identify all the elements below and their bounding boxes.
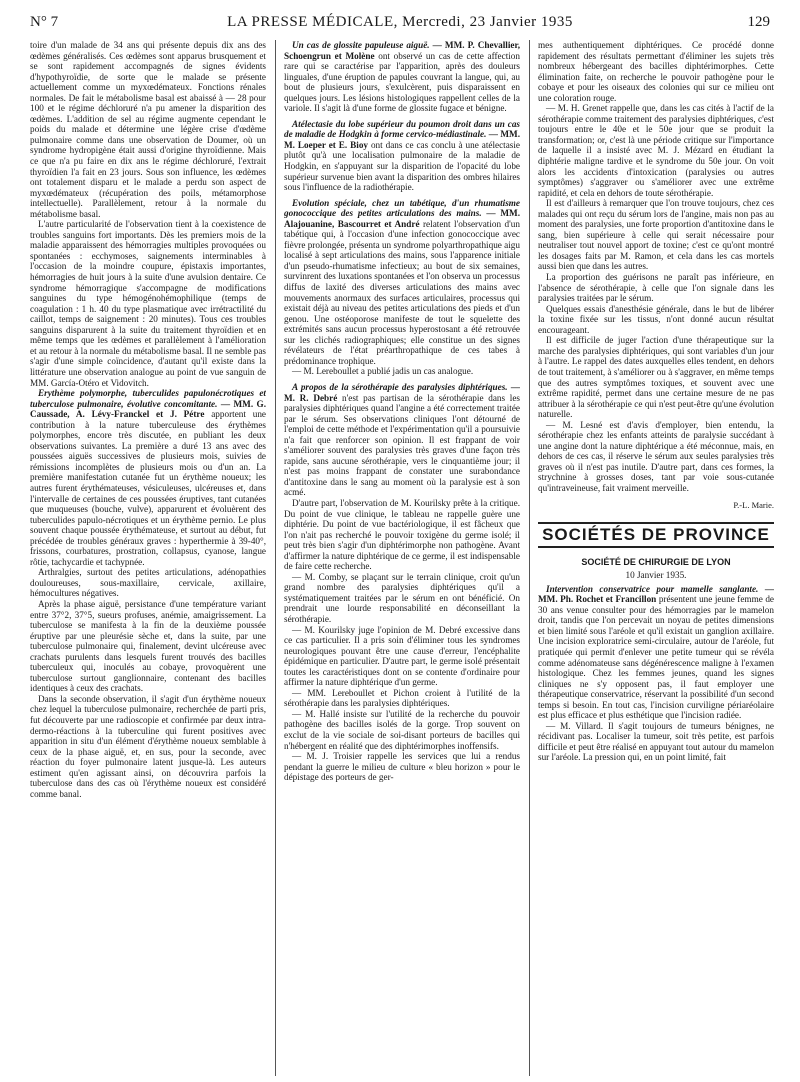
paragraph: Il est d'ailleurs à remarquer que l'on trouve toujours, chez ces malades qui ont reçu du sérum lors de l'angine, mais non pas au moment des paralysies, une forte proportion d'antitoxine dans le sang, bien supérieure à celle qui serait nécessaire pour neutraliser tout nouvel apport de toxine; c'est ce qu'ont montré les dosages faits par M. Ramon, et cela dans les cas mortels aussi bien que dans les autres. <box>538 198 774 272</box>
journal-title: LA PRESSE MÉDICALE, Mercredi, 23 Janvier 1935 <box>227 14 573 30</box>
paragraph: Arthralgies, surtout des petites articulations, adénopathies douloureuses, sous-maxillaire, cervicale, axillaire, hémocultures négatives. <box>30 567 266 599</box>
paragraph <box>30 388 266 567</box>
article-title: Atélectasie du lobe supérieur du poumon droit dans un cas de maladie de Hodgkin à forme cervico-médiastinale. <box>284 118 520 140</box>
column-rule <box>275 40 276 1076</box>
paragraph: Il est difficile de juger l'action d'une thérapeutique sur la marche des paralysies diphtériques, qui sont variables d'un jour à l'autre. Le rappel des dates auxquelles elles tendent, en dehors de tout traitement, à s'améliorer ou à s'aggraver, en même temps que des autres symptômes toxiques, et souvent avec une extrême rapidité, permet dans une certaine mesure de ne pas attribuer à la sérothérapie ce qui n'est peut-être qu'une évolution naturelle. <box>538 335 774 420</box>
paragraph: Après la phase aiguë, persistance d'une température variant entre 37°2, 37°5, sueurs profuses, anémie, amaigrissement. La tuberculose se manifesta à la fin de la deuxième poussée éruptive par une pleurésie sèche et, dans la suite, par une tuberculose pulmonaire qui, finalement, devint ulcéreuse avec crachats purulents dans lesquels furent trouvés des bacilles tuberculeux qui, inoculés au cobaye, provoquèrent une tuberculose surtout ganglionnaire, contenant des bacilles identiques à ceux des crachats. <box>30 598 266 694</box>
paragraph: — M. Hallé insiste sur l'utilité de la recherche du pouvoir pathogène des bacilles isolés de la gorge. Trop souvent on exclut de la vie sociale de soi-disant porteurs de bacilles qui n'hébergent en réalité que des diphtérimorphes inoffensifs. <box>284 708 520 751</box>
article-text: ont observé un cas de cette affection rare qui se caractérise par l'apparition, après des douleurs linguales, d'une éruption de papules couvrant la langue, qui, au bout de plusieurs jours, s'exulcèrent, puis disparaissent en quelques jours. Les lésions histologiques rappellent celles de la variole. Il s'agit là d'une forme de glossite fugace et bénigne. <box>284 50 520 114</box>
paragraph: Dans la seconde observation, il s'agit d'un érythème noueux chez lequel la tuberculose pulmonaire, recherchée de parti pris, fut découverte par une radioscopie et confirmée par deux intra-dermo-réactions à la tuberculine qui furent positives avec apparition in situ d'un élément d'érythème noueux semblable à ceux de la phase aiguë, et, en sus, pour la seconde, avec réaction du foyer pulmonaire latent jusque-là. Les auteurs estiment qu'en agissant ainsi, on découvrira parfois la tuberculose dans des cas où l'érythème noueux est considéré comme banal. <box>30 693 266 799</box>
article-authors: — MM. M. Loeper et E. Bioy <box>284 129 520 150</box>
article-title: Intervention conservatrice pour mamelle sanglante. <box>546 583 759 594</box>
paragraph: La proportion des guérisons ne paraît pas inférieure, en l'absence de sérothérapie, à celle que l'on signale dans les paralysies traitées par le sérum. <box>538 272 774 304</box>
article-authors: — MM. Alajouanine, Bascourret et André <box>284 208 520 229</box>
society-title: SOCIÉTÉ DE CHIRURGIE DE LYON <box>581 556 731 567</box>
article-columns <box>30 40 774 1076</box>
paragraph: D'autre part, l'observation de M. Kourilsky prête à la critique. Du point de vue clinique, le tableau ne rappelle guère une diphtérie. Du point de vue bactériologique, il est fâcheux que l'on n'ait pas recherché le pouvoir toxigène du germe isolé; il peut très bien s'agir d'un diphtérimorphe non pathogène. Avant d'affirmer la nature diphtérique de ce germe, il est indispensable de faire cette recherche. <box>284 497 520 572</box>
paragraph <box>284 119 520 193</box>
paragraph: — M. Comby, se plaçant sur le terrain clinique, croit qu'un grand nombre des paralysies diphtériques qu'il a systématiquement traitées par le sérum en ont bénéficié. On prendrait une lourde responsabilité en déconseillant la sérothérapie. <box>284 571 520 624</box>
article-text: apportent une contribution à la nature tuberculeuse des érythèmes polymorphes, encore très discutée, en publiant les deux observations suivantes. La première a duré 13 ans avec des poussées aiguës successives de plusieurs mois, suivies de rémissions incomplètes de plusieurs mois ou d'un an. La première manifestation cutanée fut un érythème noueux; les autres furent érythémateuses, vésiculeuses, ulcéreuses et, dans l'intervalle de certaines de ces poussées éruptives, tant cutanées que muqueuses (bouche, vulve), apparurent et évoluèrent des tuberculides papulo-nécrotiques et un érythème pernio. Le plus souvent chaque poussée érythémateuse, et surtout au début, fut précédée de troubles généraux graves : hyperthermie à 39-40°, frissons, courbatures, prostration, collapsus, cyanose, langue rôtie, tachycardie et tachypnée. <box>30 409 266 567</box>
paragraph: — M. J. Troisier rappelle les services que lui a rendus pendant la guerre le milieu de culture « bleu horizon » pour le dépistage des porteurs de ger- <box>284 751 520 783</box>
article-text: n'est pas partisan de la sérothérapie dans les paralysies diphtériques quand l'angine a été correctement traitée par le sérum. Ses observations cliniques l'ont détourné de l'emploi de cette méthode et l'expérimentation qu'il a poursuivie n'a fait que renforcer son opinion. Il est frappant de voir s'améliorer souvent des paralysies très graves d'une façon très rapide, sans aucune sérothérapie, vers le cinquantième jour; il n'est pas moins frappant de constater une surabondance d'antitoxine dans le sang au moment où la paralysie est à son acmé. <box>284 392 520 498</box>
page-number: 129 <box>747 14 770 30</box>
article-text: relatent l'observation d'un tabétique qui, à l'occasion d'une infection gonococcique avec fièvre prolongée, présenta un syndrome polyarthropathique aigu localisé à sept articulations des mains, sous l'apparence initiale d'un pseudo-rhumatisme infectieux; au bout de six semaines, survinrent des luxations spontanées et l'on observa un processus diffus de laxité des diverses articulations des mains avec mouvements anormaux des surfaces articulaires, processus qui existait déjà au niveau des petites articulations des pieds et d'un genou. Une ostéoporose manifeste de tout le squelette des extrémités sans aucun processus hyperostosant a été retrouvée sur les clichés radiographiques; elle constitue un des signes révélateurs de l'état préarthropathique de ces tabes à prédominance trophique. <box>284 218 520 366</box>
section-title: SOCIÉTÉS DE PROVINCE <box>538 522 774 548</box>
paragraph <box>284 382 520 498</box>
column-1 <box>30 40 266 1076</box>
paragraph: L'autre particularité de l'observation tient à la coexistence de troubles sanguins fort importants. Dès les premiers mois de la maladie apparaissent des hémorragies multiples provoquées ou spontanées : ecchymoses, saignements interminables à l'occasion de la moindre coupure, épistaxis importantes, hémorragies de huit jours à la suite d'une avulsion dentaire. Ce syndrome hémorragique s'accompagne de modifications sanguines du type hémogénohémophilique (temps de coagulation : 1 h. 40 du type plasmatique avec irrétractilité du caillot, temps de saignement : 20 minutes). Tous ces troubles sanguins disparurent à la suite du traitement thyroïdien et en même temps que les œdèmes et parallèlement à l'amélioration et au retour à la normale du métabolisme basal. Il ne semble pas s'agir d'une simple coïncidence, d'autant qu'il existe dans la littérature une observation analogue au point de vue sanguin de MM. García-Otéro et Vidovitch. <box>30 219 266 388</box>
article-title: A propos de la sérothérapie des paralysies diphtériques. <box>292 381 508 392</box>
paragraph: — M. Villard. Il s'agit toujours de tumeurs bénignes, ne récidivant pas. Localiser la tumeur, soit très petite, est parfois difficile et peut être réalisé en appuyant tout autour du mamelon sur l'aréole. La pression qui, en un point limité, fait <box>538 720 774 763</box>
column-rule <box>529 40 530 1076</box>
page-header <box>30 14 770 34</box>
paragraph: — M. Lesné est d'avis d'employer, bien entendu, la sérothérapie chez les enfants atteints de paralysie succédant à une angine dont la nature diphtérique a été méconnue, mais, en dehors de ces cas, il réserve le sérum aux seules paralysies très graves où il n'est pas inutile. D'autre part, dans ces formes, la strychnine à grosses doses, tant par voie sous-cutanée qu'intraveineuse, fait vraiment merveille. <box>538 419 774 493</box>
paragraph <box>284 198 520 367</box>
paragraph: — M. Lereboullet a publié jadis un cas analogue. <box>292 366 474 377</box>
article-text: présentent une jeune femme de 30 ans venue consulter pour des hémorragies par le mamelon droit, tandis que l'on percevait un noyau de petites dimensions et bien limité sous l'aréole et qu'il existait un ganglion axillaire. Une incision exploratrice semi-circulaire, autour de l'aréole, fut pratiquée qui permit d'enlever une petite tumeur qui se révéla comme adénomateuse sans dégénérescence maligne à l'examen histologique. Chez les femmes jeunes, quand les signes cliniques ne s'y opposent pas, il faut employer une thérapeutique conservatrice, réservant la possibilité d'un second temps si besoin. En tout cas, l'incision curviligne périaréolaire est plus efficace et plus esthétique que l'incision radiée. <box>538 594 774 721</box>
article-text: ont dans ce cas conclu à une atélectasie plutôt qu'à une localisation pulmonaire de la maladie de Hodgkin, en s'appuyant sur la disparition de l'opacité du lobe supérieur survenue bien avant la disparition des ombres hilaires sous l'influence de la radiothérapie. <box>284 139 520 193</box>
paragraph: — M. Kourilsky juge l'opinion de M. Debré excessive dans ce cas particulier. Il a pris soin d'éliminer tous les syndromes neurologiques pouvant être une cause d'erreur, l'encéphalite épidémique en particulier. D'autre part, le germe isolé présentait toutes les caractéristiques dont on se contente d'ordinaire pour affirmer la nature diphtérique d'un germe. <box>284 624 520 688</box>
article-authors: — MM. G. Caussade, A. Lévy-Franckel et J. Pétre <box>30 398 266 420</box>
paragraph: — MM. Lereboullet et Pichon croient à l'utilité de la sérothérapie dans les paralysies diphtériques. <box>284 687 520 709</box>
signature: P.-L. Marie. <box>733 499 774 510</box>
article-authors: — MM. Ph. Rochet et Francillon <box>538 583 774 605</box>
article-title: Erythème polymorphe, tuberculides papulonécrotiques et tuberculose pulmonaire, évolutive concomitante. <box>30 388 266 409</box>
session-date: 10 Janvier 1935. <box>625 570 687 581</box>
paragraph: toire d'un malade de 34 ans qui présente depuis dix ans des œdèmes généralisés. Ces œdèmes sont apparus brusquement et se sont rapidement accompagnés de signes évidents d'hypothyroïdie, de sorte que le malade se présente actuellement comme un myxœdémateux. Fonctions rénales normales. De fait le métabolisme basal est abaissé à — 28 pour 100 et le régime déchloruré n'a pu amener la disparition des œdèmes. L'addition de sel au régime augmente cependant le poids du malade et détermine une légère crise d'œdème pulmonaire comme dans une observation de Doumer, où un syndrome hydropigène était aussi d'origine thyroïdienne. Mais ce que n'a pu faire en dix ans le régime déchloruré, l'extrait thyroïdien l'a fait en 23 jours. Sous son influence, les œdèmes ont totalement disparu et le malade a perdu son aspect de myxœdémateux (récupération des poils, métamorphose intellectuelle). Parallèlement, retour à la normale du métabolisme basal. <box>30 40 266 219</box>
issue-number: N° 7 <box>30 14 59 30</box>
article-authors: — M. R. Debré <box>284 381 520 403</box>
column-2 <box>284 40 520 1076</box>
paragraph <box>538 584 774 721</box>
column-3 <box>538 40 774 1076</box>
paragraph: Quelques essais d'anesthésie générale, dans le but de libérer la toxine fixée sur les tissus, n'ont donné aucun résultat encourageant. <box>538 303 774 335</box>
paragraph <box>284 40 520 114</box>
paragraph: mes authentiquement diphtériques. Ce procédé donne rapidement des résultats permettant d'éliminer les sujets très nombreux hébergeant des bacilles diphtérimorphes. Cette élimination faite, on recherche le pouvoir pathogène pour le cobaye et pour les oiseaux des colonies qui sur ce milieu ont une coloration rouge. <box>538 40 774 103</box>
article-authors: — MM. P. Chevallier, Schoengrun et Molène <box>284 40 520 61</box>
article-title: Un cas de glossite papuleuse aiguë. <box>292 40 430 50</box>
article-title: Evolution spéciale, chez un tabétique, d'un rhumatisme gonococcique des petites articulations des mains. <box>284 197 520 219</box>
paragraph: — M. H. Grenet rappelle que, dans les cas cités à l'actif de la sérothérapie comme traitement des paralysies diphtériques, c'est toujours entre le 40e et le 50e jour que se produit la transformation; or, c'est là une période critique sur l'importance de laquelle il a insisté avec M. J. Mézard en étudiant la diphtérie maligne tardive et le syndrome du 50e jour. On voit alors les accidents d'intoxication (paralysies ou autres symptômes) s'aggraver ou s'améliorer avec une extrême rapidité, et cela en dehors de toute sérothérapie. <box>538 103 774 198</box>
